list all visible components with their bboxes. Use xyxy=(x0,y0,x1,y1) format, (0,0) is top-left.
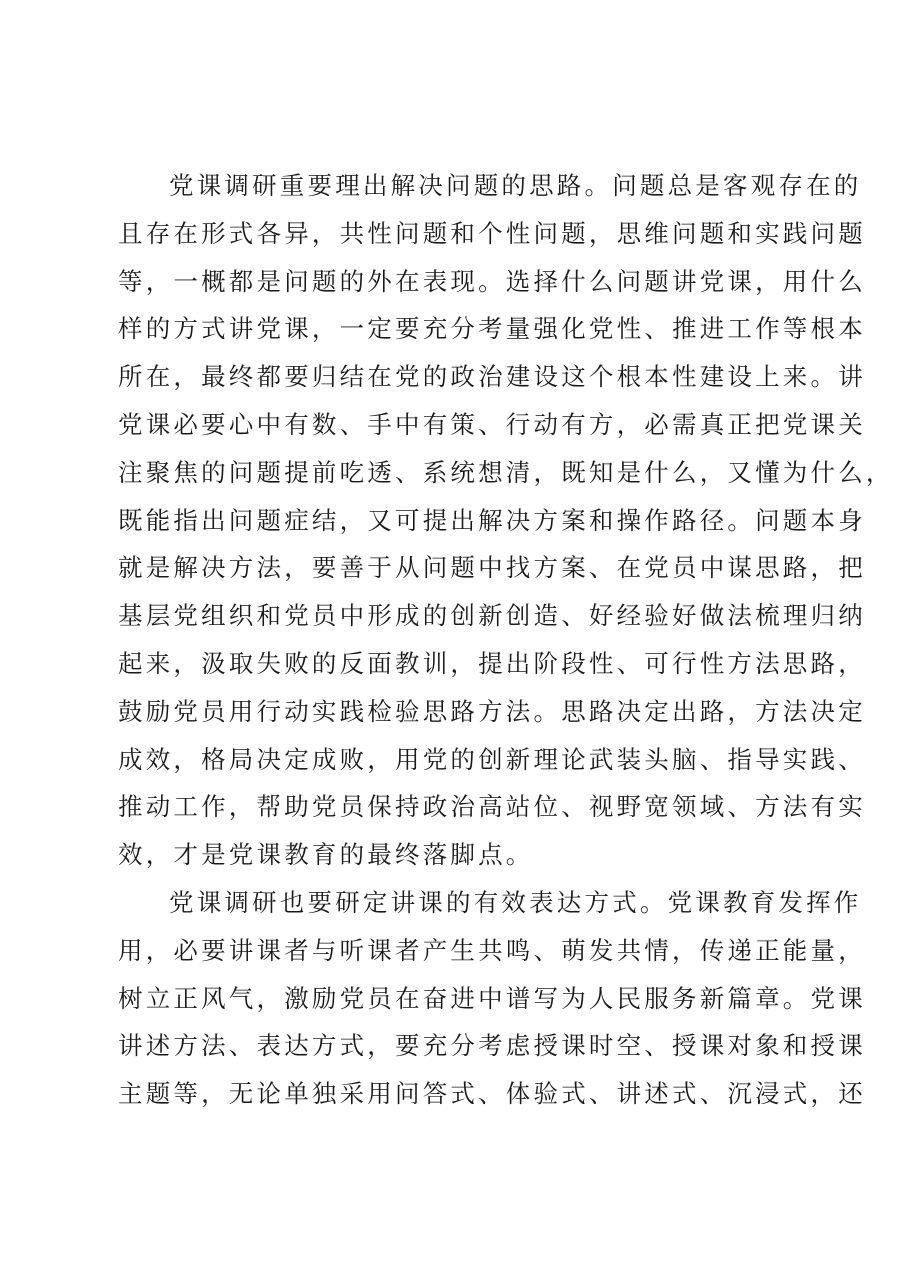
document-body xyxy=(118,162,894,1118)
paragraph-line: 就是解决方法，要善于从问题中找方案、在党员中谋思路，把 xyxy=(118,553,866,583)
paragraph-line: 所在，最终都要归结在党的政治建设这个根本性建设上来。讲 xyxy=(118,362,866,392)
paragraph-line: 党课调研重要理出解决问题的思路。问题总是客观存在的 xyxy=(169,171,862,200)
paragraph-line: 效，才是党课教育的最终落脚点。 xyxy=(118,840,534,870)
paragraph-1 xyxy=(118,162,894,879)
paragraph-line: 既能指出问题症结，又可提出解决方案和操作路径。问题本身 xyxy=(118,505,866,535)
paragraph-line: 主题等，无论单独采用问答式、体验式、讲述式、沉浸式，还 xyxy=(118,1079,866,1109)
paragraph-line: 用，必要讲课者与听课者产生共鸣、萌发共情，传递正能量， xyxy=(118,935,866,965)
paragraph-line: 注聚焦的问题提前吃透、系统想清，既知是什么，又懂为什么， xyxy=(118,457,894,487)
paragraph-line: 党课必要心中有数、手中有策、行动有方，必需真正把党课关 xyxy=(118,409,866,439)
paragraph-line: 基层党组织和党员中形成的创新创造、好经验好做法梳理归纳 xyxy=(118,601,866,631)
paragraph-line: 鼓励党员用行动实践检验思路方法。思路决定出路，方法决定 xyxy=(118,696,866,726)
paragraph-line: 等，一概都是问题的外在表现。选择什么问题讲党课，用什么 xyxy=(118,266,866,296)
paragraph-2 xyxy=(118,879,866,1118)
paragraph-line: 样的方式讲党课，一定要充分考量强化党性、推进工作等根本 xyxy=(118,314,866,344)
paragraph-line: 起来，汲取失败的反面教训，提出阶段性、可行性方法思路， xyxy=(118,648,866,678)
paragraph-line: 推动工作，帮助党员保持政治高站位、视野宽领域、方法有实 xyxy=(118,792,866,822)
paragraph-line: 讲述方法、表达方式，要充分考虑授课时空、授课对象和授课 xyxy=(118,1031,866,1061)
paragraph-line: 成效，格局决定成败，用党的创新理论武装头脑、指导实践、 xyxy=(118,744,866,774)
paragraph-line: 党课调研也要研定讲课的有效表达方式。党课教育发挥作 xyxy=(169,887,862,917)
paragraph-line: 树立正风气，激励党员在奋进中谱写为人民服务新篇章。党课 xyxy=(118,983,866,1013)
paragraph-line: 且存在形式各异，共性问题和个性问题，思维问题和实践问题 xyxy=(118,218,866,248)
